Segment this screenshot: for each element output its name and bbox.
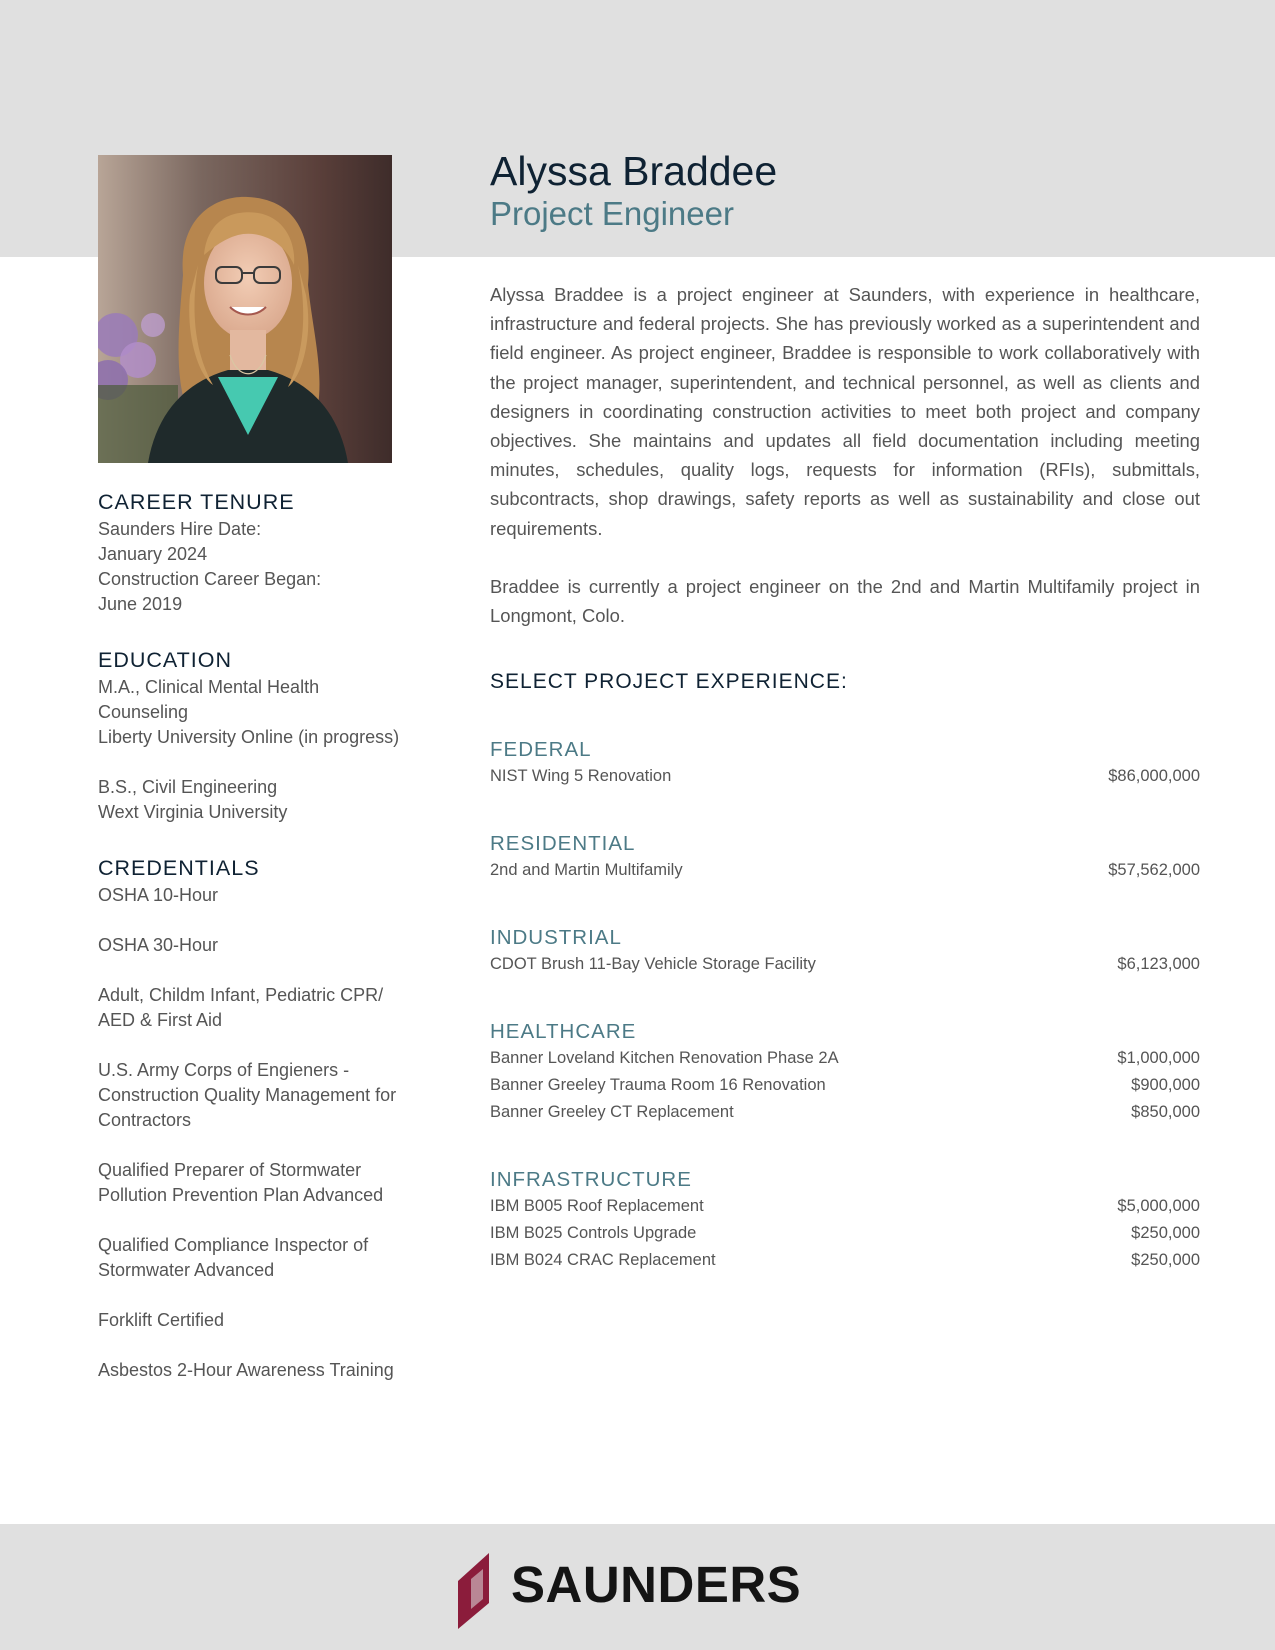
career-line: January 2024	[98, 544, 208, 564]
category-industrial	[490, 924, 1200, 978]
credential-item: Qualified Preparer of Stormwater	[98, 1160, 362, 1180]
project-value: $1,000,000	[1117, 1049, 1200, 1067]
career-line: Saunders Hire Date:	[98, 519, 262, 539]
credential-item: Stormwater Advanced	[98, 1260, 275, 1280]
category-residential	[490, 830, 1200, 884]
credential-item: Forklift Certified	[98, 1310, 225, 1330]
credential-item: AED & First Aid	[98, 1010, 223, 1030]
project-value: $900,000	[1131, 1076, 1200, 1094]
profile-name: Alyssa Braddee	[490, 148, 778, 194]
career-line: June 2019	[98, 594, 183, 614]
category-heading: FEDERAL	[490, 738, 592, 761]
credential-item: Pollution Prevention Plan Advanced	[98, 1185, 384, 1205]
project-row	[490, 951, 1200, 978]
credential-item: U.S. Army Corps of Engieners -	[98, 1060, 350, 1080]
project-value: $250,000	[1131, 1251, 1200, 1269]
credentials-heading: CREDENTIALS	[98, 856, 260, 880]
project-row	[490, 1247, 1200, 1274]
project-value: $86,000,000	[1108, 767, 1200, 785]
category-heading: INFRASTRUCTURE	[490, 1168, 692, 1191]
category-infrastructure	[490, 1166, 1200, 1274]
project-value: $6,123,000	[1117, 955, 1200, 973]
saunders-logo	[455, 1551, 825, 1631]
project-name: IBM B024 CRAC Replacement	[490, 1251, 716, 1269]
project-row	[490, 857, 1200, 884]
education-line: Wext Virginia University	[98, 802, 288, 822]
category-heading: RESIDENTIAL	[490, 832, 636, 855]
career-heading: CAREER TENURE	[98, 490, 295, 514]
education-line: Liberty University Online (in progress)	[98, 727, 400, 747]
logo-wordmark: SAUNDERS	[511, 1556, 802, 1613]
project-row	[490, 1099, 1200, 1126]
profile-title: Project Engineer	[490, 195, 734, 232]
bio-paragraph: Braddee is currently a project engineer on the 2nd and Martin Multifamily project in Longmont, Colo.	[490, 575, 1200, 627]
education-line: B.S., Civil Engineering	[98, 777, 278, 797]
project-row	[490, 763, 1200, 790]
project-value: $250,000	[1131, 1224, 1200, 1242]
credential-item: Construction Quality Management for	[98, 1085, 397, 1105]
education-line: M.A., Clinical Mental Health	[98, 677, 320, 697]
project-name: Banner Loveland Kitchen Renovation Phase 2A	[490, 1049, 839, 1067]
education-heading: EDUCATION	[98, 648, 233, 672]
project-value: $850,000	[1131, 1103, 1200, 1121]
credential-item: Contractors	[98, 1110, 192, 1130]
category-federal	[490, 736, 1200, 790]
bio	[490, 280, 1200, 659]
education-line: Counseling	[98, 702, 189, 722]
saunders-logo-icon	[455, 1551, 505, 1631]
project-name: IBM B005 Roof Replacement	[490, 1197, 704, 1215]
category-healthcare	[490, 1018, 1200, 1126]
credential-item: OSHA 30-Hour	[98, 935, 219, 955]
project-value: $57,562,000	[1108, 861, 1200, 879]
experience-heading: SELECT PROJECT EXPERIENCE:	[490, 670, 848, 693]
project-row	[490, 1193, 1200, 1220]
credential-item: Asbestos 2-Hour Awareness Training	[98, 1360, 394, 1380]
credential-item: OSHA 10-Hour	[98, 885, 219, 905]
credential-item: Qualified Compliance Inspector of	[98, 1235, 369, 1255]
project-name: IBM B025 Controls Upgrade	[490, 1224, 697, 1242]
project-value: $5,000,000	[1117, 1197, 1200, 1215]
bio-paragraph: Alyssa Braddee is a project engineer at Saunders, with experience in healthcare, infrastructure and federal projects. She has previously worked as a superintendent and field engineer. As project engineer, Braddee is responsible to work collaboratively with the project manager, superintendent, and technical personnel, as well as clients and designers in coordinating construction activities to meet both project and company objectives. She maintains and updates all field documentation including meeting minutes, schedules, quality logs, requests for information (RFIs), submittals, subcontracts, shop drawings, safety reports as well as sustainability and close out requirements.	[490, 284, 1200, 539]
project-name: Banner Greeley CT Replacement	[490, 1103, 734, 1121]
credential-item: Adult, Childm Infant, Pediatric CPR/	[98, 985, 384, 1005]
portrait-illustration	[98, 155, 392, 463]
project-name: 2nd and Martin Multifamily	[490, 861, 683, 879]
project-name: CDOT Brush 11-Bay Vehicle Storage Facility	[490, 955, 816, 973]
category-heading: INDUSTRIAL	[490, 926, 622, 949]
project-row	[490, 1045, 1200, 1072]
project-row	[490, 1072, 1200, 1099]
project-name: Banner Greeley Trauma Room 16 Renovation	[490, 1076, 826, 1094]
career-line: Construction Career Began:	[98, 569, 322, 589]
project-row	[490, 1220, 1200, 1247]
left-column	[98, 488, 438, 1383]
project-name: NIST Wing 5 Renovation	[490, 767, 672, 785]
portrait-photo	[98, 155, 392, 463]
category-heading: HEALTHCARE	[490, 1020, 637, 1043]
